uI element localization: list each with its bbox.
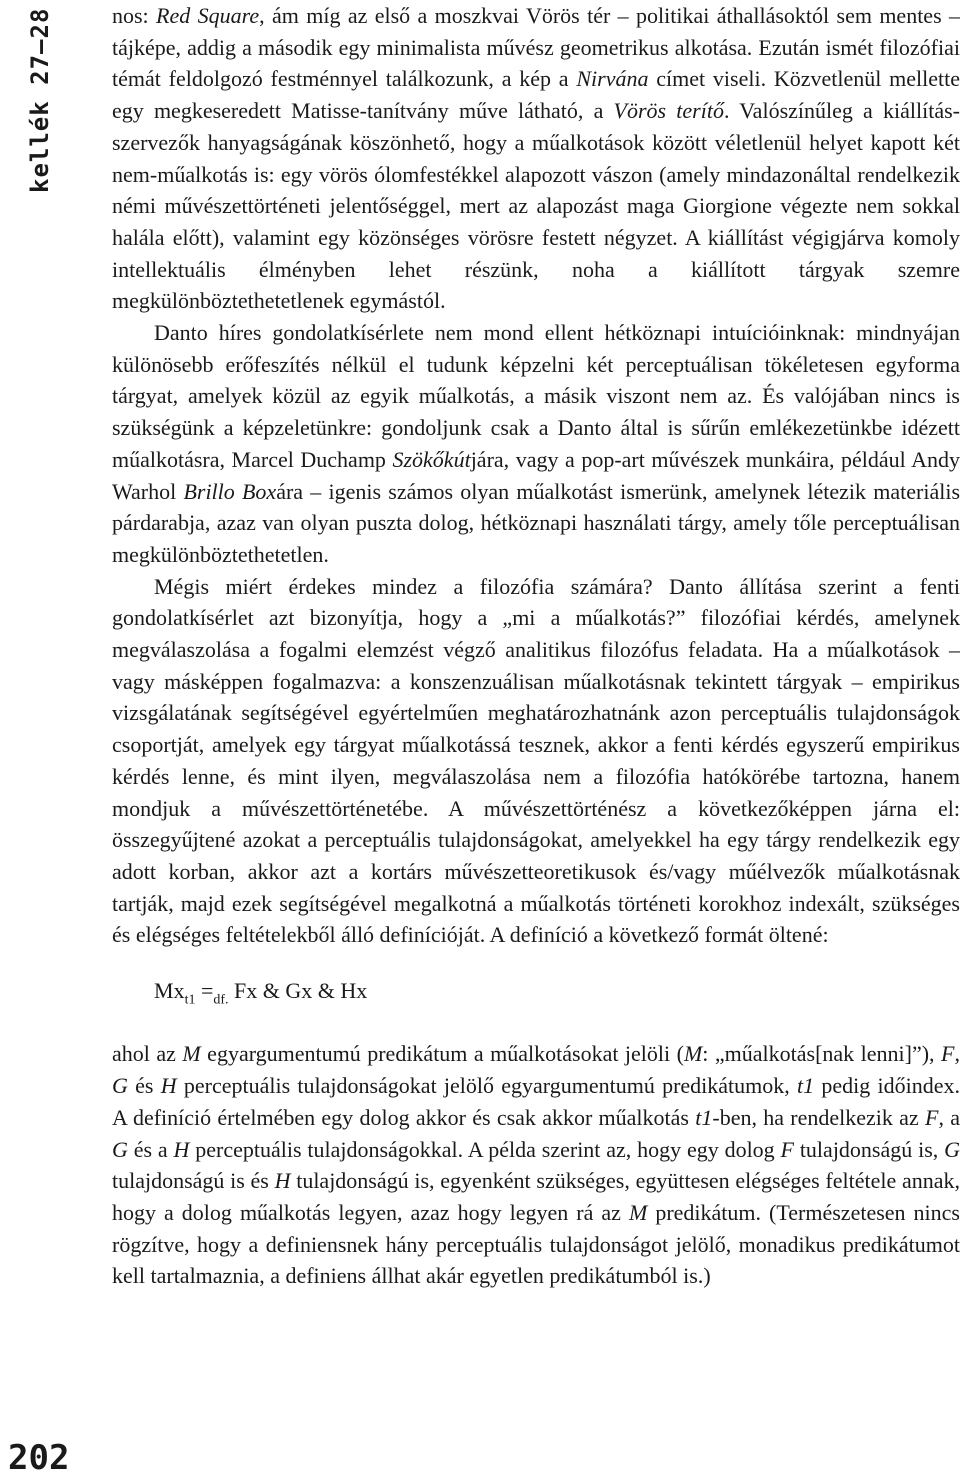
definition-formula: $Mx_{t1} =_{df.}$ Fx & Gx & Hx (154, 978, 368, 1008)
paragraph-4: ahol az M egyargumentumú predikátum a műalkotásokat jelöli (M: „műalkotás[nak lenni]”), F, G és H perceptuális tulajdonságokat jelölő egyargumentumú predikátumok, t1 pedig időindex. A definíció értelmében egy dolog akkor és csak akkor műalkotás t1-ben, ha rendelkezik az F, a G és a H perceptuális tulajdonságokkal. A példa szerint az, hogy egy dolog F tulajdonságú is, G tulajdonságú is és H tulajdonságú is, egyenként szükséges, együttesen elégséges feltétele annak, hogy a dolog műalkotás legyen, azaz hogy legyen rá az M predikátum. (Természetesen nincs rögzítve, hogy a definiensnek hány perceptuális tulajdonságot jelölő, monadikus predikátumot kell tartalmaznia, a definiens állhat akár egyetlen predikátumból is.) (112, 1041, 960, 1289)
paragraph-2: Danto híres gondolatkísérlete nem mond ellent hétköznapi intuícióinknak: mindnyájan különösebb erőfeszítés nélkül el tudunk képzelni két perceptuálisan tökéletesen egyforma tárgyat, amelyek közül az egyik műalkotás, a másik viszont nem az. És valójában nincs is szükségünk a képzeletünkre: gondoljunk csak a Danto által is sűrűn emlékezetünkbe idézett műalkotásra, Marcel Duchamp Szökőkútjára, vagy a pop-art művészek munkáira, például Andy Warhol Brillo Boxára – igenis számos olyan műalkotást ismerünk, amelynek létezik materiális párdarabja, azaz van olyan puszta dolog, hétköznapi használati tárgy, amely tőle perceptuálisan megkülönböztethetetlen. (112, 320, 960, 567)
article-body (112, 0, 960, 1292)
page-number: 202 (8, 1438, 70, 1478)
paragraph-1: nos: Red Square, ám míg az első a moszkvai Vörös tér – politikai áthallásoktól sem mentes – tájképe, addig a második egy minimalista művész geometrikus alkotása. Ezután ismét filozófiai témát feldolgozó festménnyel találkozunk, a kép a Nirvána címet viseli. Közvetlenül mellette egy megkeseredett Matisse-tanítvány műve látható, a Vörös terítő. Valószínűleg a kiállítás-szervezők hanyagságának köszönhető, hogy a műalkotások között véletlenül helyet kapott két nem-műalkotás is: egy vörös ólomfestékkel alapozott vászon (amely mindazonáltal rendelkezik némi művészettörténeti jelentőséggel, mert az alapozást maga Giorgione végezte nem sokkal halála előtt), valamint egy közönséges vörösre festett négyzet. A kiállítást végigjárva komoly intellektuális élményben lehet részünk, noha a kiállított tárgyak szemre megkülönböztethetetlenek egymástól. (112, 3, 960, 314)
running-head-journal-title: kellék 27–28 (26, 8, 54, 194)
paragraph-3: Mégis miért érdekes mindez a filozófia számára? Danto állítása szerint a fenti gondolatkísérlet azt bizonyítja, hogy a „mi a műalkotás?” filozófiai kérdés, amelynek megválaszolása a fogalmi elemzést végző analitikus filozófus feladata. Ha a műalkotások – vagy másképpen fogalmazva: a konszenzuálisan műalkotásnak tekintett tárgyak – empirikus vizsgálatának segítségével egyértelműen meghatározhatnánk azon perceptuális tulajdonságok csoportját, amelyek egy tárgyat műalkotássá tesznek, akkor a fenti kérdés egyszerű empirikus kérdés lenne, és mint ilyen, megválaszolása nem a filozófia hatókörébe tartozna, hanem mondjuk a művészettörténetébe. A művészettörténész a következőképpen járna el: összegyűjtené azokat a perceptuális tulajdonságokat, amelyekkel ha egy tárgy rendelkezik egy adott korban, akkor azt a kortárs művészetteoretikusok és/vagy műélvezők műalkotásnak tartják, majd ezek segítségével megalkotná a műalkotás történeti korokhoz indexált, szükséges és elégséges feltételekből álló definícióját. A definíció a következő formát öltené: (112, 573, 960, 948)
